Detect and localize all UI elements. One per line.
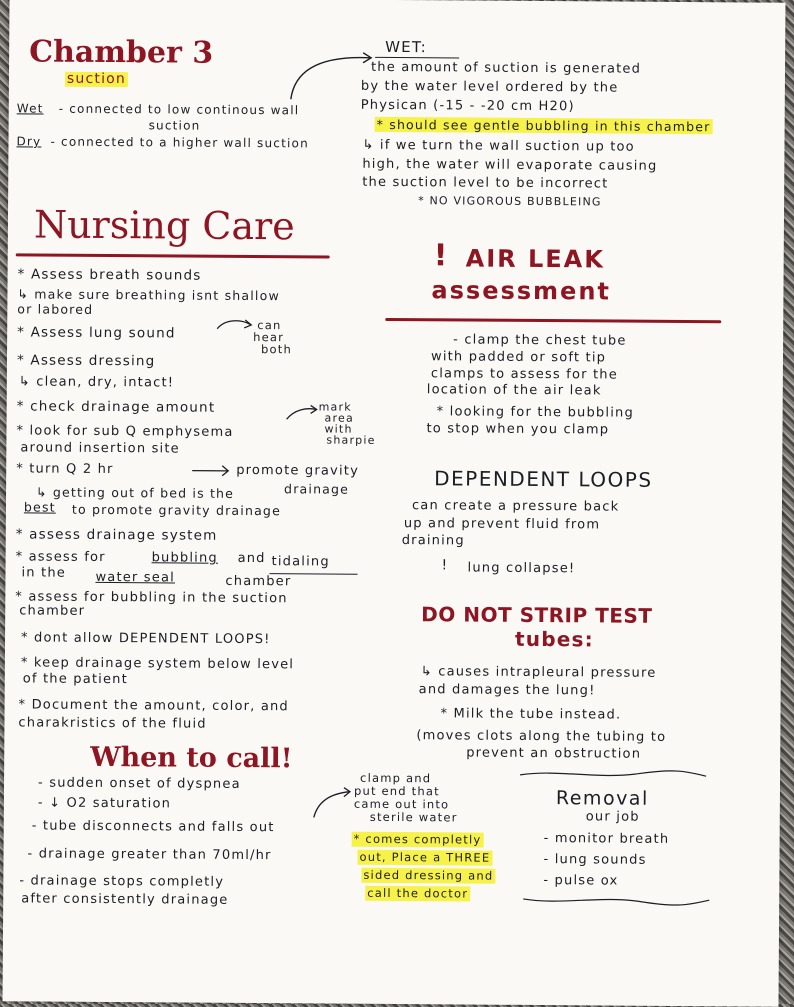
dependent-loops-line: draining: [401, 533, 465, 549]
wet-text-2: suction: [148, 118, 201, 133]
care-item: chamber: [19, 603, 86, 619]
wet-heading: WET:: [385, 37, 427, 57]
care-item: * Assess breath sounds: [17, 266, 202, 284]
care-item: * keep drainage system below level: [20, 655, 295, 673]
care-item: around insertion site: [20, 440, 180, 457]
mark-area-arrow-icon: [285, 403, 321, 423]
care-item: ↳ clean, dry, intact!: [18, 374, 175, 391]
air-leak-line: with padded or soft tip: [430, 349, 607, 366]
air-leak-rule: [385, 318, 721, 323]
care-item: * look for sub Q emphysema: [16, 423, 234, 440]
removal-wave-top: [518, 769, 708, 780]
removal-subtitle: our job: [585, 809, 640, 825]
call-item: - sudden onset of dyspnea: [37, 775, 241, 792]
note-sheet: [3, 0, 786, 1007]
call-item: - drainage stops completly: [19, 873, 225, 890]
wet-heading-underline: [375, 57, 459, 59]
call-item: - ↓ O2 saturation: [37, 795, 172, 812]
call-item: after consistently drainage: [21, 891, 229, 908]
care-item: and: [237, 550, 266, 567]
comes-out-note: * comes completly: [352, 832, 484, 848]
comes-out-note: sided dressing and: [361, 868, 495, 884]
care-item: * assess for: [15, 549, 106, 565]
wet-line2: high, the water will evaporate causing: [362, 156, 658, 174]
wet-line: by the water level ordered by the: [360, 78, 619, 96]
call-item: - drainage greater than 70ml/hr: [27, 846, 272, 864]
do-not-strip-line: ↳ causes intrapleural pressure: [420, 664, 657, 681]
removal-wave-bottom: [521, 895, 711, 906]
care-item: ↳ getting out of bed is the: [36, 484, 235, 501]
removal-title: Removal: [555, 787, 649, 810]
care-item: * Document the amount, color, and: [18, 697, 289, 715]
do-not-strip-line: (moves clots along the tubing to: [416, 728, 667, 745]
do-not-strip-line: and damages the lung!: [418, 682, 596, 699]
clamp-note: clamp and: [360, 770, 432, 786]
care-item: * turn Q 2 hr: [16, 461, 114, 478]
wet-text: - connected to low continous wall: [58, 101, 300, 118]
care-item: chamber: [225, 573, 292, 590]
alert-icon: !: [433, 238, 449, 274]
turn-arrow-icon: [190, 465, 234, 477]
care-item: best: [23, 499, 56, 515]
wet-highlight: * should see gentle bubbling in this chamber: [376, 116, 711, 135]
nursing-care-rule: [16, 253, 330, 258]
care-item: both: [261, 342, 293, 357]
chamber3-title: Chamber 3: [29, 34, 214, 71]
air-leak-line: to stop when you clamp: [426, 421, 610, 438]
air-leak-title-2: assessment: [431, 276, 612, 306]
dependent-loops-line: can create a pressure back: [411, 498, 620, 515]
wet-label: Wet: [16, 101, 44, 116]
wet-line: Physican (-15 - -20 cm H20): [360, 97, 575, 115]
care-item: to promote gravity drainage: [71, 501, 282, 519]
care-item: of the patient: [22, 671, 129, 688]
nursing-care-title: Nursing Care: [33, 202, 295, 249]
care-item: * assess drainage system: [15, 526, 218, 544]
care-item: in the: [21, 565, 67, 581]
when-to-call-title: When to call!: [90, 741, 293, 775]
care-item: * dont allow DEPENDENT LOOPS!: [20, 630, 271, 648]
wet-line: the amount of suction is generated: [370, 59, 642, 77]
dry-label: Dry: [16, 134, 42, 149]
care-item: can: [257, 318, 282, 333]
care-item: drainage: [284, 481, 350, 497]
comes-out-note: call the doctor: [365, 886, 470, 902]
do-not-strip-title: DO NOT STRIP TEST: [421, 602, 653, 628]
wet-line2: the suction level to be incorrect: [362, 174, 609, 192]
clamp-note: put end that: [353, 783, 440, 799]
care-item: charakristics of the fluid: [18, 715, 207, 732]
care-item: ↳ make sure breathing isnt shallow: [17, 286, 280, 304]
care-item: sharpie: [326, 433, 376, 447]
dependent-loops-line: up and prevent fluid from: [403, 516, 601, 533]
call-item: - tube disconnects and falls out: [31, 818, 275, 836]
removal-item: - lung sounds: [543, 852, 647, 868]
care-item: * Assess dressing: [16, 352, 156, 370]
air-leak-line: location of the air leak: [426, 382, 602, 399]
dependent-loops-line: lung collapse!: [467, 560, 576, 577]
care-item: mark: [318, 400, 352, 414]
care-item: area: [324, 411, 354, 425]
dependent-loops-title: DEPENDENT LOOPS: [434, 466, 653, 492]
air-leak-line: - clamp the chest tube: [453, 332, 627, 349]
clamp-note: came out into: [353, 796, 450, 812]
wet-line2: * NO VIGOROUS BUBBLEING: [418, 194, 602, 209]
removal-item: - pulse ox: [543, 873, 619, 889]
care-item: * check drainage amount: [16, 398, 216, 416]
warning-icon: !: [441, 557, 449, 574]
do-not-strip-line: prevent an obstruction: [466, 745, 642, 762]
do-not-strip-title-2: tubes:: [514, 626, 594, 652]
care-item: bubbling: [151, 550, 218, 566]
clamp-note: sterile water: [369, 809, 458, 825]
air-leak-title: AIR LEAK: [465, 244, 605, 274]
air-leak-line: clamps to assess for the: [430, 366, 619, 383]
care-item: * Assess lung sound: [17, 324, 176, 342]
care-item: hear: [253, 330, 285, 345]
care-item: promote gravity: [236, 462, 360, 479]
lung-sound-arrow-icon: [215, 315, 255, 335]
care-item: water seal: [95, 569, 176, 586]
care-item: or labored: [17, 301, 94, 317]
care-item: with: [324, 422, 353, 436]
dry-text: - connected to a higher wall suction: [50, 134, 309, 151]
chamber3-subtitle: suction: [66, 70, 127, 88]
care-item: * assess for bubbling in the suction: [15, 589, 288, 607]
care-item: tidaling: [271, 554, 330, 570]
removal-item: - monitor breath: [543, 831, 670, 847]
clamp-arrow-icon: [310, 787, 354, 821]
do-not-strip-line: * Milk the tube instead.: [440, 706, 622, 723]
comes-out-note: out, Place a THREE: [357, 850, 492, 866]
wet-line2: ↳ if we turn the wall suction up too: [362, 137, 635, 155]
air-leak-line: * looking for the bubbling: [436, 404, 634, 421]
